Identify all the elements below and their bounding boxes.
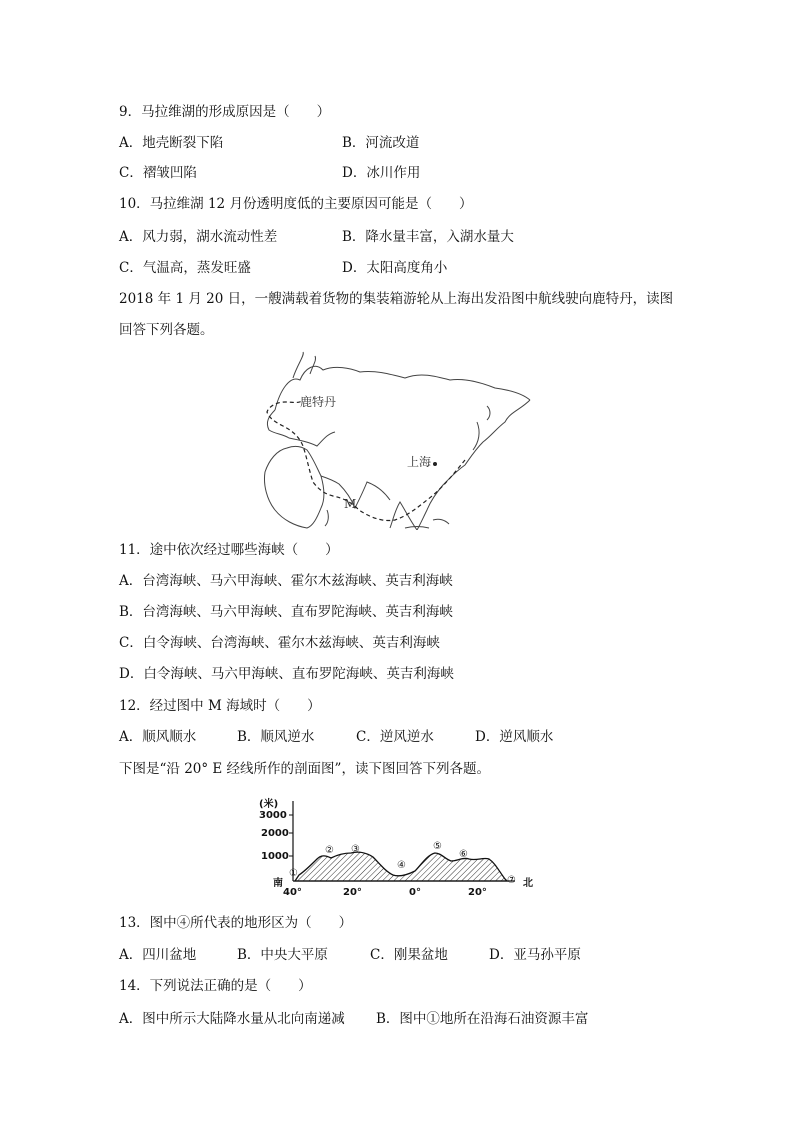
map-scandinavia xyxy=(293,352,316,378)
q11-option-c: C．白令海峡、台湾海峡、霍尔木兹海峡、英吉利海峡 xyxy=(119,635,440,651)
q13-stem: 13．图中④所代表的地形区为（ ） xyxy=(119,915,353,931)
q14-option-b: B．图中①地所在沿海石油资源丰富 xyxy=(376,1011,589,1027)
map-africa xyxy=(264,446,324,528)
profile-marker-2: ② xyxy=(325,845,334,856)
q9-option-d: D．冰川作用 xyxy=(342,165,421,181)
profile-xtick-20s: 20° xyxy=(343,887,362,898)
intro-shipping-line2: 回答下列各题。 xyxy=(119,322,214,338)
shipping-route xyxy=(267,400,465,521)
profile-marker-4: ④ xyxy=(397,860,406,871)
profile-ytick-1000: 1000 xyxy=(261,851,289,862)
profile-marker-6: ⑥ xyxy=(459,849,468,860)
q12-stem: 12．经过图中 M 海域时（ ） xyxy=(119,698,321,714)
q12-option-a: A．顺风顺水 xyxy=(119,729,197,745)
profile-xtick-20n: 20° xyxy=(468,887,487,898)
map-madagascar xyxy=(325,510,328,526)
q14-stem: 14．下列说法正确的是（ ） xyxy=(119,978,312,994)
q12-option-c: C．逆风逆水 xyxy=(356,729,434,745)
q10-option-d: D．太阳高度角小 xyxy=(342,260,448,276)
q11-option-d: D．白令海峡、马六甲海峡、直布罗陀海峡、英吉利海峡 xyxy=(119,666,454,682)
profile-marker-3: ③ xyxy=(351,844,360,855)
map-coastline-south xyxy=(321,476,417,530)
profile-xtick-40: 40° xyxy=(283,887,302,898)
map-europe xyxy=(267,410,335,446)
q13-option-c: C．刚果盆地 xyxy=(370,947,448,963)
q9-option-a: A．地壳断裂下陷 xyxy=(119,135,224,151)
profile-marker-1: ① xyxy=(289,868,298,879)
label-rotterdam: 鹿特丹 xyxy=(300,395,337,409)
profile-marker-7: ⑦ xyxy=(507,875,516,886)
profile-ytick-3000: 3000 xyxy=(259,810,287,821)
q13-option-a: A．四川盆地 xyxy=(119,947,197,963)
profile-xtick-0: 0° xyxy=(409,887,421,898)
q11-option-a: A．台湾海峡、马六甲海峡、霍尔木兹海峡、英吉利海峡 xyxy=(119,573,453,589)
profile-chart xyxy=(255,793,540,898)
q13-option-d: D．亚马孙平原 xyxy=(489,947,581,963)
q10-stem: 10．马拉维湖 12 月份透明度低的主要原因可能是（ ） xyxy=(119,196,473,212)
q9-option-b: B．河流改道 xyxy=(342,135,420,151)
q11-option-b: B．台湾海峡、马六甲海峡、直布罗陀海峡、英吉利海峡 xyxy=(119,604,453,620)
q10-option-a: A．风力弱，湖水流动性差 xyxy=(119,229,278,245)
label-shanghai: 上海 xyxy=(407,455,432,469)
q10-option-c: C．气温高，蒸发旺盛 xyxy=(119,260,251,276)
map-indonesia xyxy=(405,519,449,528)
q12-option-b: B．顺风逆水 xyxy=(237,729,315,745)
profile-north: 北 xyxy=(523,878,533,889)
q13-option-b: B．中央大平原 xyxy=(237,947,328,963)
profile-south: 南 xyxy=(273,878,283,889)
profile-unit: (米) xyxy=(259,799,279,810)
q10-option-b: B．降水量丰富，入湖水量大 xyxy=(342,229,514,245)
q12-option-d: D．逆风顺水 xyxy=(475,729,554,745)
q9-stem: 9．马拉维湖的形成原因是（ ） xyxy=(119,104,331,120)
intro-profile: 下图是“沿 20° E 经线所作的剖面图”，读下图回答下列各题。 xyxy=(119,761,490,777)
q11-stem: 11．途中依次经过哪些海峡（ ） xyxy=(119,542,339,558)
marker-shanghai xyxy=(433,462,437,466)
profile-marker-5: ⑤ xyxy=(433,841,442,852)
profile-ytick-2000: 2000 xyxy=(261,828,289,839)
q9-option-c: C．褶皱凹陷 xyxy=(119,165,197,181)
eurasia-route-map xyxy=(255,350,535,530)
intro-shipping-line1: 2018 年 1 月 20 日，一艘满载着货物的集装箱游轮从上海出发沿图中航线驶向鹿特丹，读图 xyxy=(119,291,674,307)
q14-option-a: A．图中所示大陆降水量从北向南递减 xyxy=(119,1011,345,1027)
label-m: M xyxy=(344,497,357,511)
